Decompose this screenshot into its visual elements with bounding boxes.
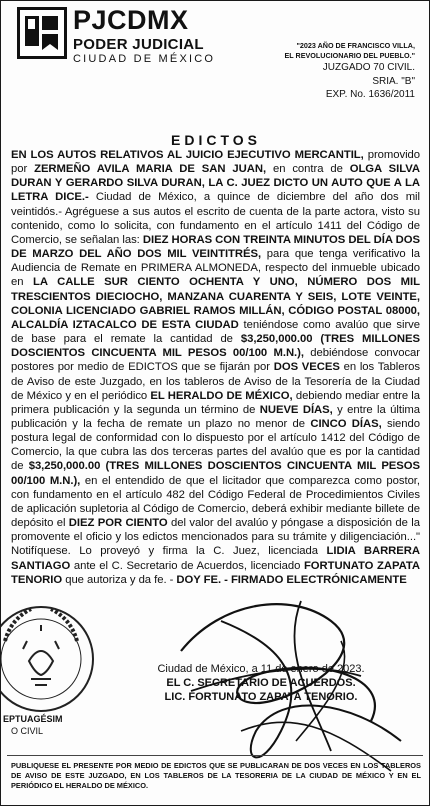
body-part: $3,250,000.00 (TRES MILLONES DOSCIENTOS CINCUENTA MIL PESOS 00/100 M.N.),	[11, 460, 420, 487]
place-date: Ciudad de México, a 11 de enero de 2023.	[157, 663, 365, 675]
signer-role: EL C. SECRETARIO DE ACUERDOS.	[166, 677, 356, 689]
court-name: JUZGADO 70 CIVIL.	[322, 62, 415, 73]
edict-body	[11, 148, 420, 587]
file-number: EXP. No. 1636/2011	[325, 89, 415, 100]
motto-line-1: "2023 AÑO DE FRANCISCO VILLA,	[296, 41, 415, 50]
secretary-label: SRIA. "B"	[372, 75, 415, 87]
footer-divider	[7, 755, 423, 756]
body-part: en los Tableros de Aviso de este Juzgado, en los tableros de Aviso de la Tesorería de la Ciudad de México y en el periódico	[11, 361, 420, 402]
body-part: DOS VECES	[273, 361, 340, 374]
body-part: ZERMEÑO AVILA MARIA DE SAN JUAN,	[34, 163, 267, 176]
body-part: EL HERALDO DE MÉXICO,	[150, 389, 293, 402]
body-part: teniéndose como avalúo que sirve de base para el remate la cantidad de	[11, 318, 420, 346]
signer-name: LIC. FORTUNATO ZAPATA TENORIO.	[164, 691, 358, 703]
body-part: LIDIA BARRERA SANTIAGO	[11, 545, 420, 572]
body-part: del valor del avalúo y póngase a disposición de la promovente el oficio y los edictos mencionados para su trámite y diligenciación..." Notifíquese. Lo proveyó y firma la C. Juez, licenciada	[11, 517, 420, 558]
body-part: promovido por	[11, 149, 421, 176]
handwritten-signature-icon	[161, 581, 411, 781]
body-part: NUEVE DÍAS,	[259, 403, 333, 416]
body-part: DOY FE. - FIRMADO ELECTRÓNICAMENTE	[176, 573, 407, 586]
body-part: LA CALLE SUR CIENTO OCHENTA Y UNO, NÚMERO DOS MIL TRESCIENTOS DIECIOCHO, MANZANA CUARENTA Y SEIS, LOTE VEINTE, COLONIA LICENCIADO GABRIEL RAMOS MILLÁN, CÓDIGO POSTAL 08000, ALCALDÍA IZTACALCO DE ESTA CIUDAD	[11, 276, 420, 331]
motto-line-2: EL REVOLUCIONARIO DEL PUEBLO."	[284, 51, 415, 60]
body-part: FORTUNATO ZAPATA TENORIO	[11, 559, 420, 586]
body-part: debiendo mediar entre la primera publicación y la segunda un término de	[11, 389, 420, 416]
body-part: DIEZ HORAS CON TREINTA MINUTOS DEL DÍA DOS DE MARZO DEL AÑO DOS MIL VEINTITRÉS,	[11, 233, 420, 261]
header-info	[195, 41, 415, 102]
logo-institution: PODER JUDICIAL	[73, 36, 204, 53]
body-part: OLGA SILVA DURAN Y GERARDO SILVA DURAN, LA C. JUEZ DICTO UN AUTO QUE A LA LETRA DICE.-	[11, 163, 420, 204]
footer-note: PUBLIQUESE EL PRESENTE POR MEDIO DE EDICTOS QUE SE PUBLICARAN DE DOS VECES EN LOS TABLEROS DE AVISO DE ESTE JUZGADO, EN LOS TABLEROS DE LA TESORERIA DE LA CIUDAD DE MÉXICO Y EN EL PERIÓDICO EL HERALDO DE MÉXICO.	[11, 761, 421, 790]
body-part: que autoriza y da fe. -	[62, 573, 177, 586]
logo-acronym: PJCDMX	[73, 5, 189, 35]
body-part: en el entendido de que el licitador que comparezca como postor, con fundamento en el artículo 482 del Código Federal de Procedimientos Civiles de aplicación supletoria al Código de Comercio, deberá exhibir mediante billete de depósito el	[11, 474, 420, 530]
pjcdmx-emblem-icon	[17, 7, 67, 59]
body-part: debiéndose convocar postores por medio de EDICTOS que se fijarán por	[11, 347, 420, 374]
seal-caption-2: O CIVIL	[11, 726, 44, 736]
body-part: en contra de	[266, 163, 350, 176]
body-part: siendo postura legal de conformidad con lo dispuesto por el artículo 1412 del Código de Comercio, la que cubra las dos terceras partes del avalúo que es por la cantidad de	[11, 417, 420, 473]
body-part: Ciudad de México, a quince de diciembre del año dos mil veintidós.- Agréguese a sus autos el escrito de cuenta de la parte actora, visto su contenido, como lo solicita, con fundamento en el artículo 1411 del Código de Comercio, se señalan las:	[11, 191, 420, 246]
body-part: CINCO DÍAS,	[310, 417, 382, 430]
document-title: EDICTOS	[171, 132, 261, 148]
body-part: y entre la última publicación y la fecha de remate un plazo no menor de	[11, 403, 420, 430]
body-part: $3,250,000.00 (TRES MILLONES DOSCIENTOS CINCUENTA MIL PESOS 00/100 M.N.),	[11, 333, 420, 360]
body-part: para que tenga verificativo la Audiencia de Remate en PRIMERA ALMONEDA, respecto del inmueble ubicado en	[11, 248, 420, 289]
seal-caption-1: EPTUAGÉSIM	[3, 714, 63, 724]
body-part: ante el C. Secretario de Acuerdos, licenciado	[70, 559, 304, 572]
logo-city: CIUDAD DE MÉXICO	[73, 53, 216, 65]
body-part: DIEZ POR CIENTO	[68, 517, 168, 530]
body-part: EN LOS AUTOS RELATIVOS AL JUICIO EJECUTIVO MERCANTIL,	[11, 149, 364, 161]
